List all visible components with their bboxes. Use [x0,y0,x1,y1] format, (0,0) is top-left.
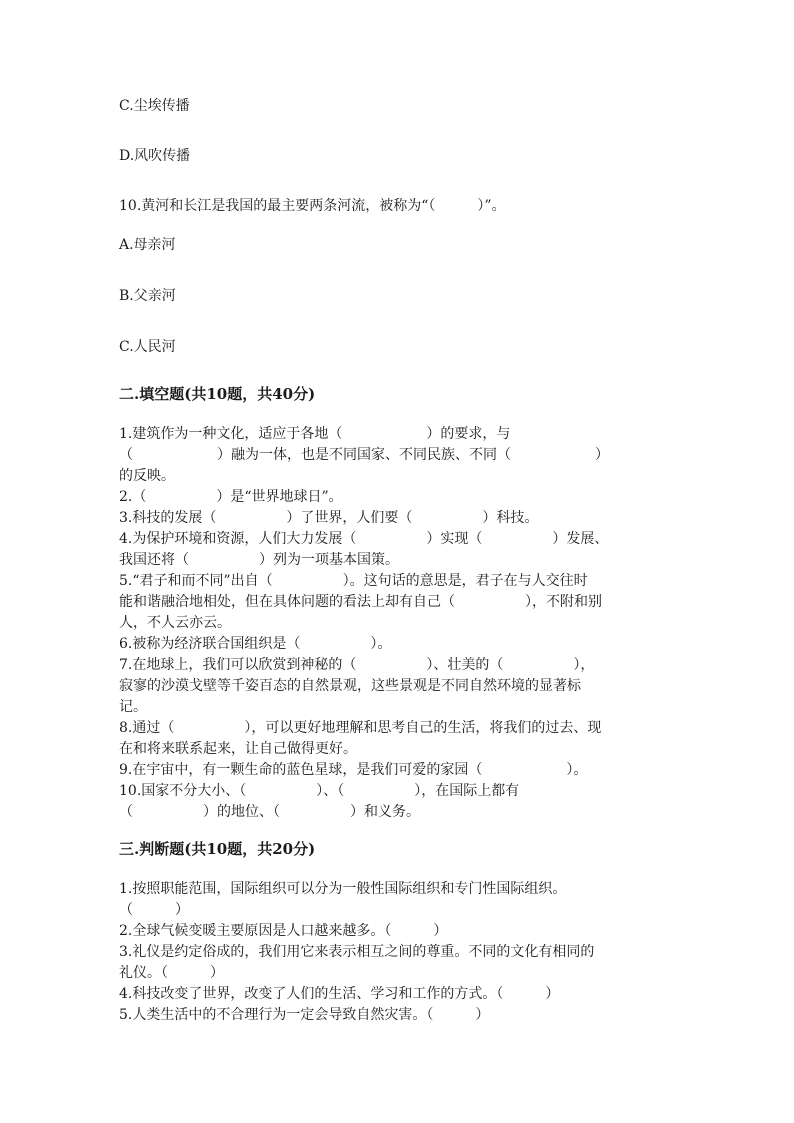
fill-q10-line1: 10.国家不分大小、（ ）、（ ），在国际上都有 [119,783,520,799]
judge-q3-line2: 礼仪。（ ） [119,965,224,981]
question-10-stem: 10.黄河和长江是我国的最主要两条河流，被称为“（ ）”。 [119,198,506,214]
fill-q8-line2: 在和将来联系起来，让自己做得更好。 [119,741,357,757]
option-c-dust: C.尘埃传播 [119,98,190,114]
section-2-title: 二.填空题(共10题，共40分) [119,385,316,403]
judge-q1-line2: （ ） [119,902,189,918]
fill-q7-line2: 寂寥的沙漠戈壁等千姿百态的自然景观，这些景观是不同自然环境的显著标 [119,678,581,694]
fill-q7-line3: 记。 [119,699,147,715]
fill-q7-line1: 7.在地球上，我们可以欣赏到神秘的（ ）、壮美的（ ）， [119,657,595,673]
fill-q1-line1: 1.建筑作为一种文化，适应于各地（ ）的要求，与 [119,426,511,442]
fill-q3: 3.科技的发展（ ）了世界，人们要（ ）科技。 [119,510,539,526]
judge-q4: 4.科技改变了世界，改变了人们的生活、学习和工作的方式。（ ） [119,986,560,1002]
q10-option-c: C.人民河 [119,339,176,355]
fill-q1-line2: （ ）融为一体，也是不同国家、不同民族、不同（ ） [119,447,609,463]
judge-q5: 5.人类生活中的不合理行为一定会导致自然灾害。（ ） [119,1007,490,1023]
option-d-wind: D.风吹传播 [119,148,191,164]
fill-q5-line1: 5.“君子和而不同”出自（ ）。这句话的意思是，君子在与人交往时 [119,573,588,589]
judge-q1-line1: 1.按照职能范围，国际组织可以分为一般性国际组织和专门性国际组织。 [119,881,567,897]
fill-q8-line1: 8.通过（ ），可以更好地理解和思考自己的生活，将我们的过去、现 [119,720,602,736]
fill-q2: 2.（ ）是“世界地球日”。 [119,489,343,505]
q10-option-a: A.母亲河 [119,237,176,253]
fill-q5-line2: 能和谐融洽地相处，但在具体问题的看法上却有自己（ ），不附和别 [119,594,602,610]
fill-q6: 6.被称为经济联合国组织是（ ）。 [119,636,392,652]
judge-q3-line1: 3.礼仪是约定俗成的，我们用它来表示相互之间的尊重。不同的文化有相同的 [119,944,595,960]
fill-q10-line2: （ ）的地位、（ ）和义务。 [119,804,420,820]
fill-q1-line3: 的反映。 [119,468,175,484]
fill-q9: 9.在宇宙中，有一颗生命的蓝色星球，是我们可爱的家园（ ）。 [119,762,588,778]
q10-option-b: B.父亲河 [119,288,176,304]
fill-q4-line2: 我国还将（ ）列为一项基本国策。 [119,552,399,568]
fill-q5-line3: 人，不人云亦云。 [119,615,231,631]
section-3-title: 三.判断题(共10题，共20分) [119,840,316,858]
judge-q2: 2.全球气候变暖主要原因是人口越来越多。（ ） [119,923,448,939]
fill-q4-line1: 4.为保护环境和资源，人们大力发展（ ）实现（ ）发展、 [119,531,609,547]
